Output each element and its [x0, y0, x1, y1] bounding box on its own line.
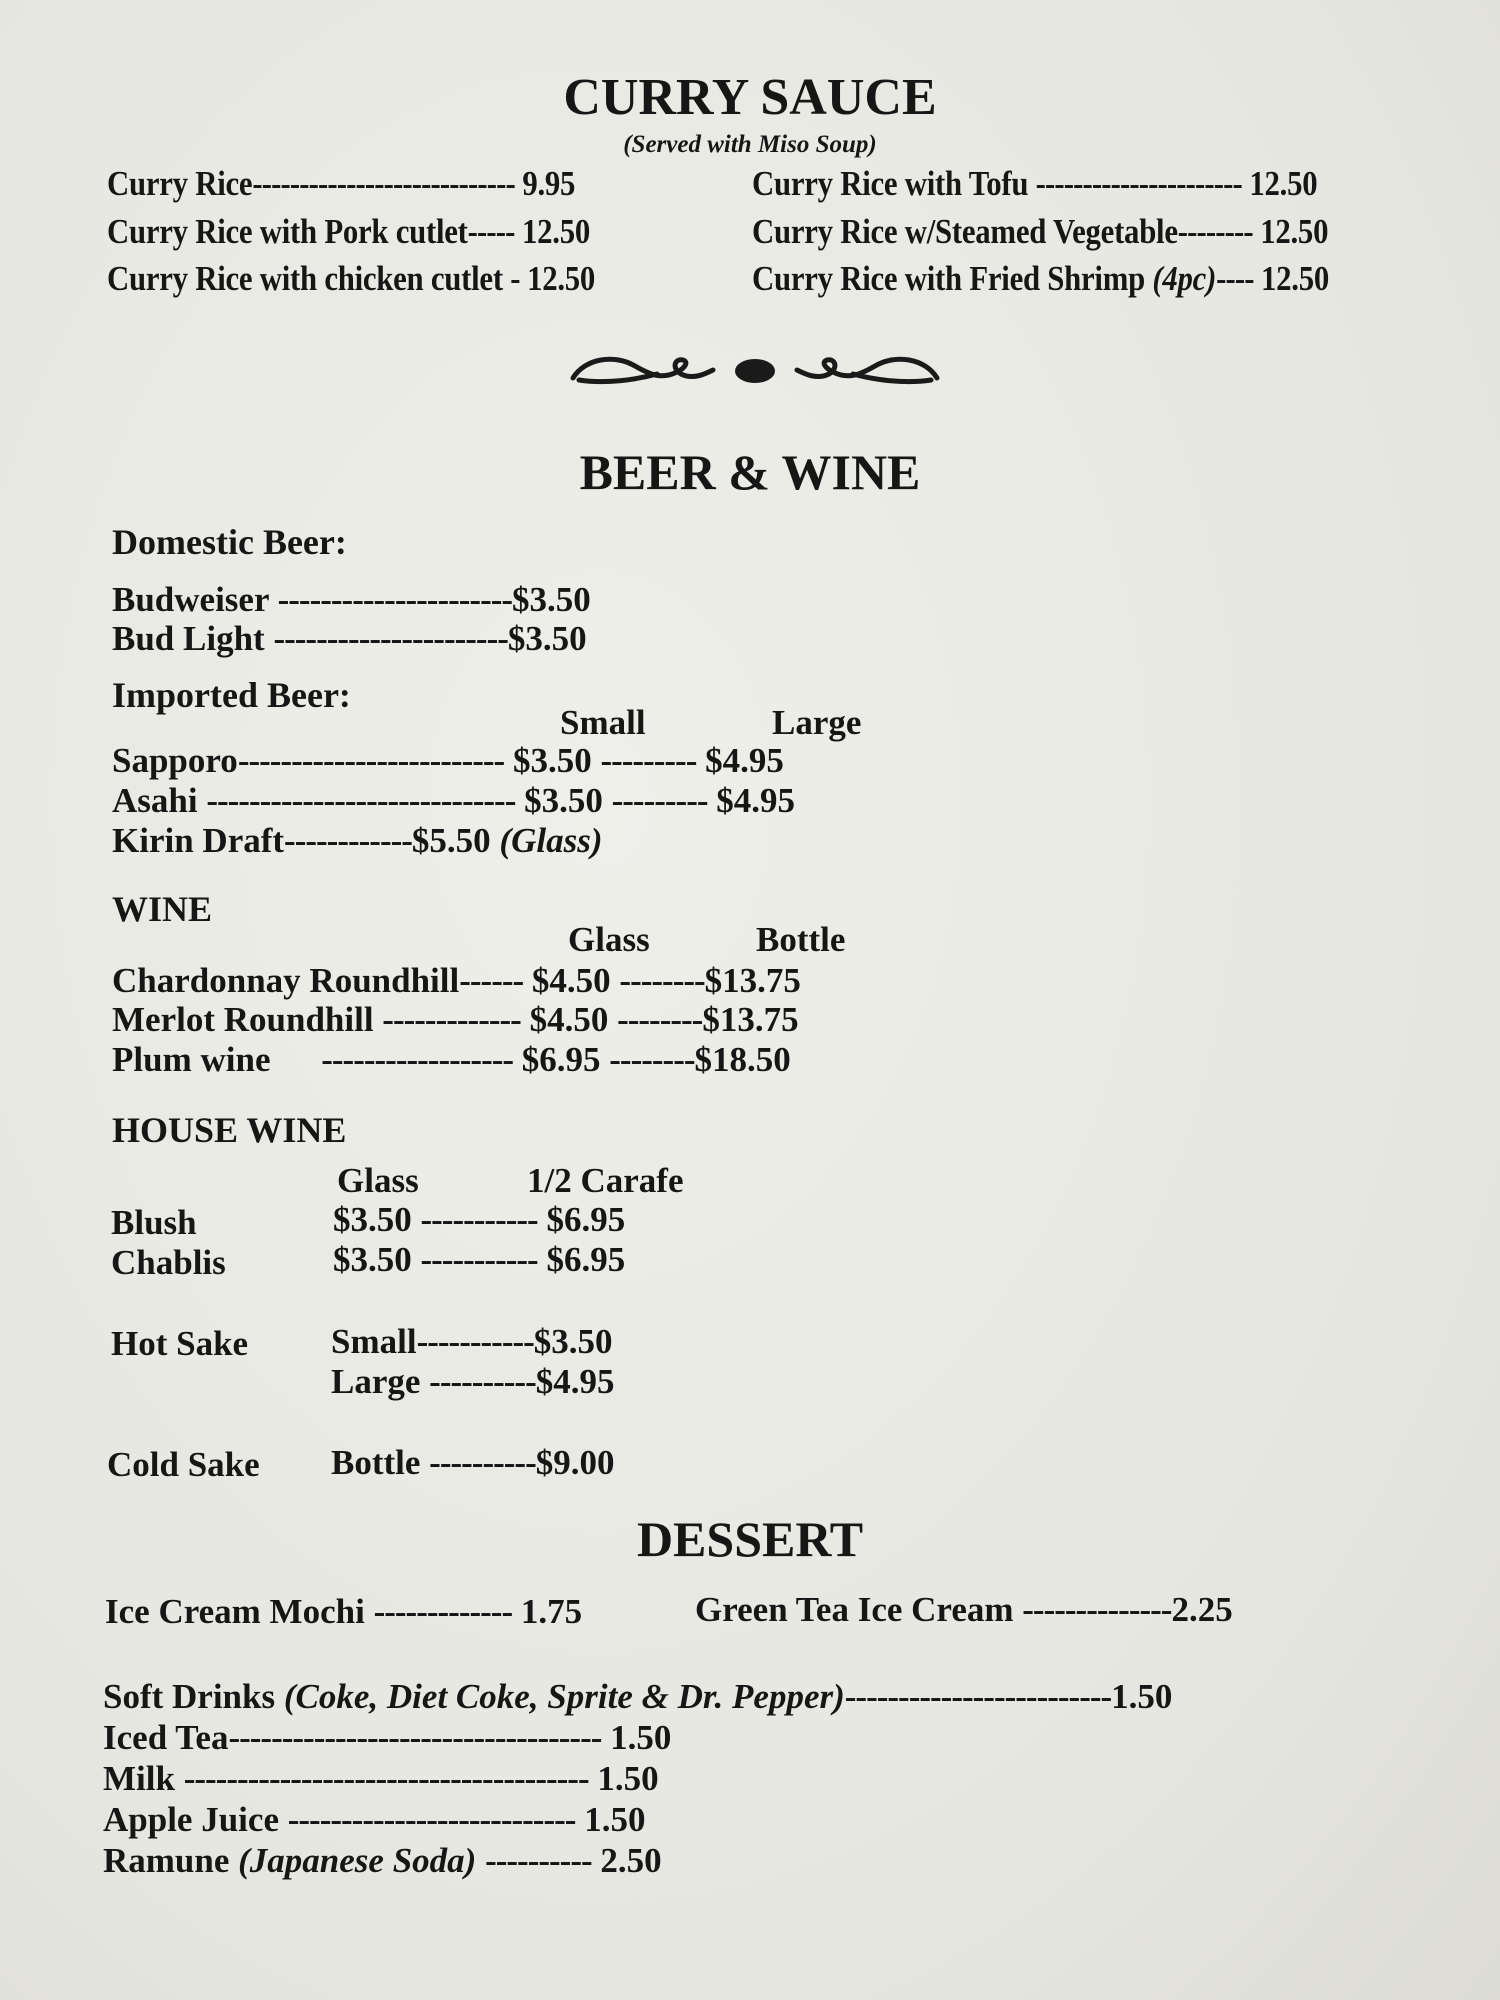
- domestic-beer-heading: Domestic Beer:: [112, 522, 347, 562]
- leader-dashes: ----------: [429, 1443, 536, 1482]
- leader-dashes: -----------: [420, 1200, 538, 1239]
- item-price-glass: $6.95: [521, 1040, 601, 1079]
- item-price-carafe: $6.95: [546, 1200, 626, 1239]
- leader-dashes: -------------: [373, 1592, 513, 1631]
- item-price: 12.50: [1261, 259, 1330, 298]
- imported-beer-heading: Imported Beer:: [112, 675, 351, 715]
- item-name: Plum wine: [112, 1040, 271, 1079]
- item-price-carafe: $6.95: [546, 1240, 626, 1279]
- curry-item: [107, 164, 575, 204]
- leader-dashes: -------------: [382, 1000, 521, 1039]
- drink-item: [103, 1759, 659, 1799]
- item-price-large: $4.95: [716, 781, 796, 820]
- house-wine-prices: [333, 1200, 625, 1240]
- item-price-large: $4.95: [705, 741, 784, 780]
- leader-dashes: ------------: [284, 821, 412, 860]
- item-price-small: $3.50: [512, 741, 592, 780]
- hot-sake-size: [331, 1362, 614, 1402]
- wine-item: [112, 1000, 799, 1040]
- item-name: Milk: [103, 1759, 175, 1798]
- item-name: Curry Rice with chicken cutlet: [107, 259, 503, 298]
- item-name: Green Tea Ice Cream: [695, 1590, 1014, 1629]
- item-price-bottle: $13.75: [702, 1000, 799, 1039]
- wine-heading: WINE: [112, 889, 213, 929]
- item-name: Curry Rice with Tofu: [752, 164, 1029, 203]
- column-header-carafe: 1/2 Carafe: [527, 1161, 684, 1200]
- leader-dashes: --------: [609, 1040, 695, 1079]
- hot-sake-size: [331, 1322, 613, 1362]
- curry-item: [752, 212, 1328, 252]
- column-header-bottle: Bottle: [756, 920, 846, 959]
- item-price: $3.50: [533, 1322, 613, 1361]
- leader-dashes: ------: [459, 961, 524, 1000]
- leader-dashes: -----------------------------: [206, 781, 516, 820]
- house-wine-heading: HOUSE WINE: [112, 1110, 347, 1150]
- leader-dashes: --------------------------------------: [183, 1759, 589, 1798]
- item-name: Ramune: [103, 1841, 230, 1880]
- item-price: 1.50: [597, 1759, 659, 1798]
- leader-dashes: ----------------------: [277, 580, 513, 619]
- dessert-item: [695, 1590, 1233, 1630]
- item-price: 12.50: [1260, 212, 1329, 251]
- item-price: 12.50: [527, 259, 596, 298]
- beer-item: [112, 821, 602, 861]
- house-wine-name: Chablis: [111, 1243, 226, 1282]
- leader-dashes: ----------------------: [1035, 164, 1242, 203]
- item-name: Budweiser: [112, 580, 269, 619]
- item-note: (Glass): [499, 821, 603, 860]
- leader-dashes: -----: [467, 212, 515, 251]
- drink-item: [103, 1800, 645, 1840]
- leader-dashes: --------------: [1022, 1590, 1172, 1629]
- item-name: Apple Juice: [103, 1800, 279, 1839]
- item-price: $4.95: [535, 1362, 615, 1401]
- column-header-small: Small: [560, 703, 646, 742]
- item-price-glass: $4.50: [531, 961, 611, 1000]
- item-name: Merlot Roundhill: [112, 1000, 374, 1039]
- leader-dashes: --------: [617, 1000, 703, 1039]
- curry-item: [107, 212, 590, 252]
- column-header-glass: Glass: [568, 920, 650, 959]
- dessert-title: DESSERT: [636, 1511, 864, 1567]
- item-price: 1.50: [1111, 1677, 1173, 1716]
- item-price: 12.50: [1249, 164, 1318, 203]
- item-name: Chardonnay Roundhill: [112, 961, 460, 1000]
- size-label: Bottle: [331, 1443, 421, 1482]
- column-header-glass: Glass: [337, 1161, 419, 1200]
- curry-sauce-note: (Served with Miso Soup): [623, 131, 877, 158]
- size-label: Large: [331, 1362, 421, 1401]
- leader-dashes: -------------------------: [237, 741, 505, 780]
- item-name: Asahi: [112, 781, 198, 820]
- item-name: Curry Rice w/Steamed Vegetable: [752, 212, 1178, 251]
- item-price: 1.50: [584, 1800, 646, 1839]
- drink-item: [103, 1718, 671, 1758]
- house-wine-name: Blush: [111, 1203, 197, 1242]
- drink-item: [103, 1677, 1172, 1717]
- wine-item: [112, 1040, 791, 1080]
- item-name: Curry Rice with Fried Shrimp: [752, 259, 1145, 298]
- leader-dashes: ----------: [429, 1362, 536, 1401]
- leader-dashes: ----------------------------: [252, 164, 515, 203]
- hot-sake-name: Hot Sake: [111, 1324, 249, 1363]
- beer-item: [112, 619, 587, 659]
- item-price-bottle: $13.75: [704, 961, 801, 1000]
- cold-sake-name: Cold Sake: [107, 1445, 260, 1484]
- column-header-large: Large: [772, 703, 862, 742]
- item-price: 12.50: [522, 212, 590, 251]
- item-price: $3.50: [507, 619, 587, 658]
- item-price: $3.50: [512, 580, 591, 619]
- item-price: $9.00: [535, 1443, 615, 1482]
- dessert-item: [105, 1592, 582, 1632]
- leader-dashes: -----------: [420, 1240, 538, 1279]
- size-label: Small: [331, 1322, 417, 1361]
- leader-dashes: -----------------------------------: [228, 1718, 602, 1757]
- leader-dashes: ---------------------------: [287, 1800, 576, 1839]
- curry-item: [752, 259, 1329, 299]
- item-note: (Japanese Soda): [238, 1841, 477, 1880]
- beer-item: [112, 741, 784, 781]
- item-name: Ice Cream Mochi: [105, 1592, 365, 1631]
- wine-item: [112, 961, 801, 1001]
- cold-sake-size: [331, 1443, 614, 1483]
- curry-item: [107, 259, 595, 299]
- item-price: 9.95: [522, 164, 576, 203]
- item-price-small: $3.50: [524, 781, 603, 820]
- leader-dashes: ----------: [485, 1841, 592, 1880]
- curry-sauce-title: CURRY SAUCE: [563, 69, 937, 126]
- item-price: 1.75: [520, 1592, 583, 1631]
- item-name: Sapporo: [112, 741, 238, 780]
- item-price-glass: $3.50: [333, 1240, 412, 1279]
- item-price-glass: $3.50: [333, 1200, 412, 1239]
- item-name: Bud Light: [112, 619, 265, 658]
- ornament-divider-icon: [565, 340, 945, 400]
- item-name: Kirin Draft: [112, 821, 285, 860]
- leader-dashes: -: [510, 259, 520, 298]
- leader-dashes: -----------: [416, 1322, 534, 1361]
- leader-dashes: ----------------------: [273, 619, 508, 658]
- item-price: $5.50: [411, 821, 491, 860]
- item-name: Curry Rice: [107, 164, 253, 203]
- curry-item: [752, 164, 1317, 204]
- item-name: Iced Tea: [103, 1718, 229, 1757]
- leader-dashes: ---------: [600, 741, 697, 780]
- item-note: (4pc): [1152, 259, 1217, 298]
- leader-dashes: ---------: [611, 781, 708, 820]
- item-price: 2.50: [600, 1841, 662, 1880]
- item-price: 1.50: [610, 1718, 672, 1757]
- item-name: Curry Rice with Pork cutlet: [107, 212, 468, 251]
- beer-item: [112, 580, 591, 620]
- drink-item: [103, 1841, 662, 1881]
- leader-dashes: ------------------: [321, 1040, 514, 1079]
- leader-dashes: --------: [619, 961, 705, 1000]
- house-wine-prices: [333, 1240, 625, 1280]
- beer-item: [112, 781, 795, 821]
- item-note: (Coke, Diet Coke, Sprite & Dr. Pepper): [283, 1677, 845, 1716]
- item-name: Soft Drinks: [103, 1677, 276, 1716]
- leader-dashes: ----: [1216, 259, 1254, 298]
- item-price: 2.25: [1171, 1590, 1233, 1629]
- item-price-glass: $4.50: [529, 1000, 609, 1039]
- leader-dashes: -------------------------: [844, 1677, 1112, 1716]
- item-price-bottle: $18.50: [694, 1040, 791, 1079]
- leader-dashes: --------: [1177, 212, 1253, 251]
- beer-wine-title: BEER & WINE: [579, 444, 921, 500]
